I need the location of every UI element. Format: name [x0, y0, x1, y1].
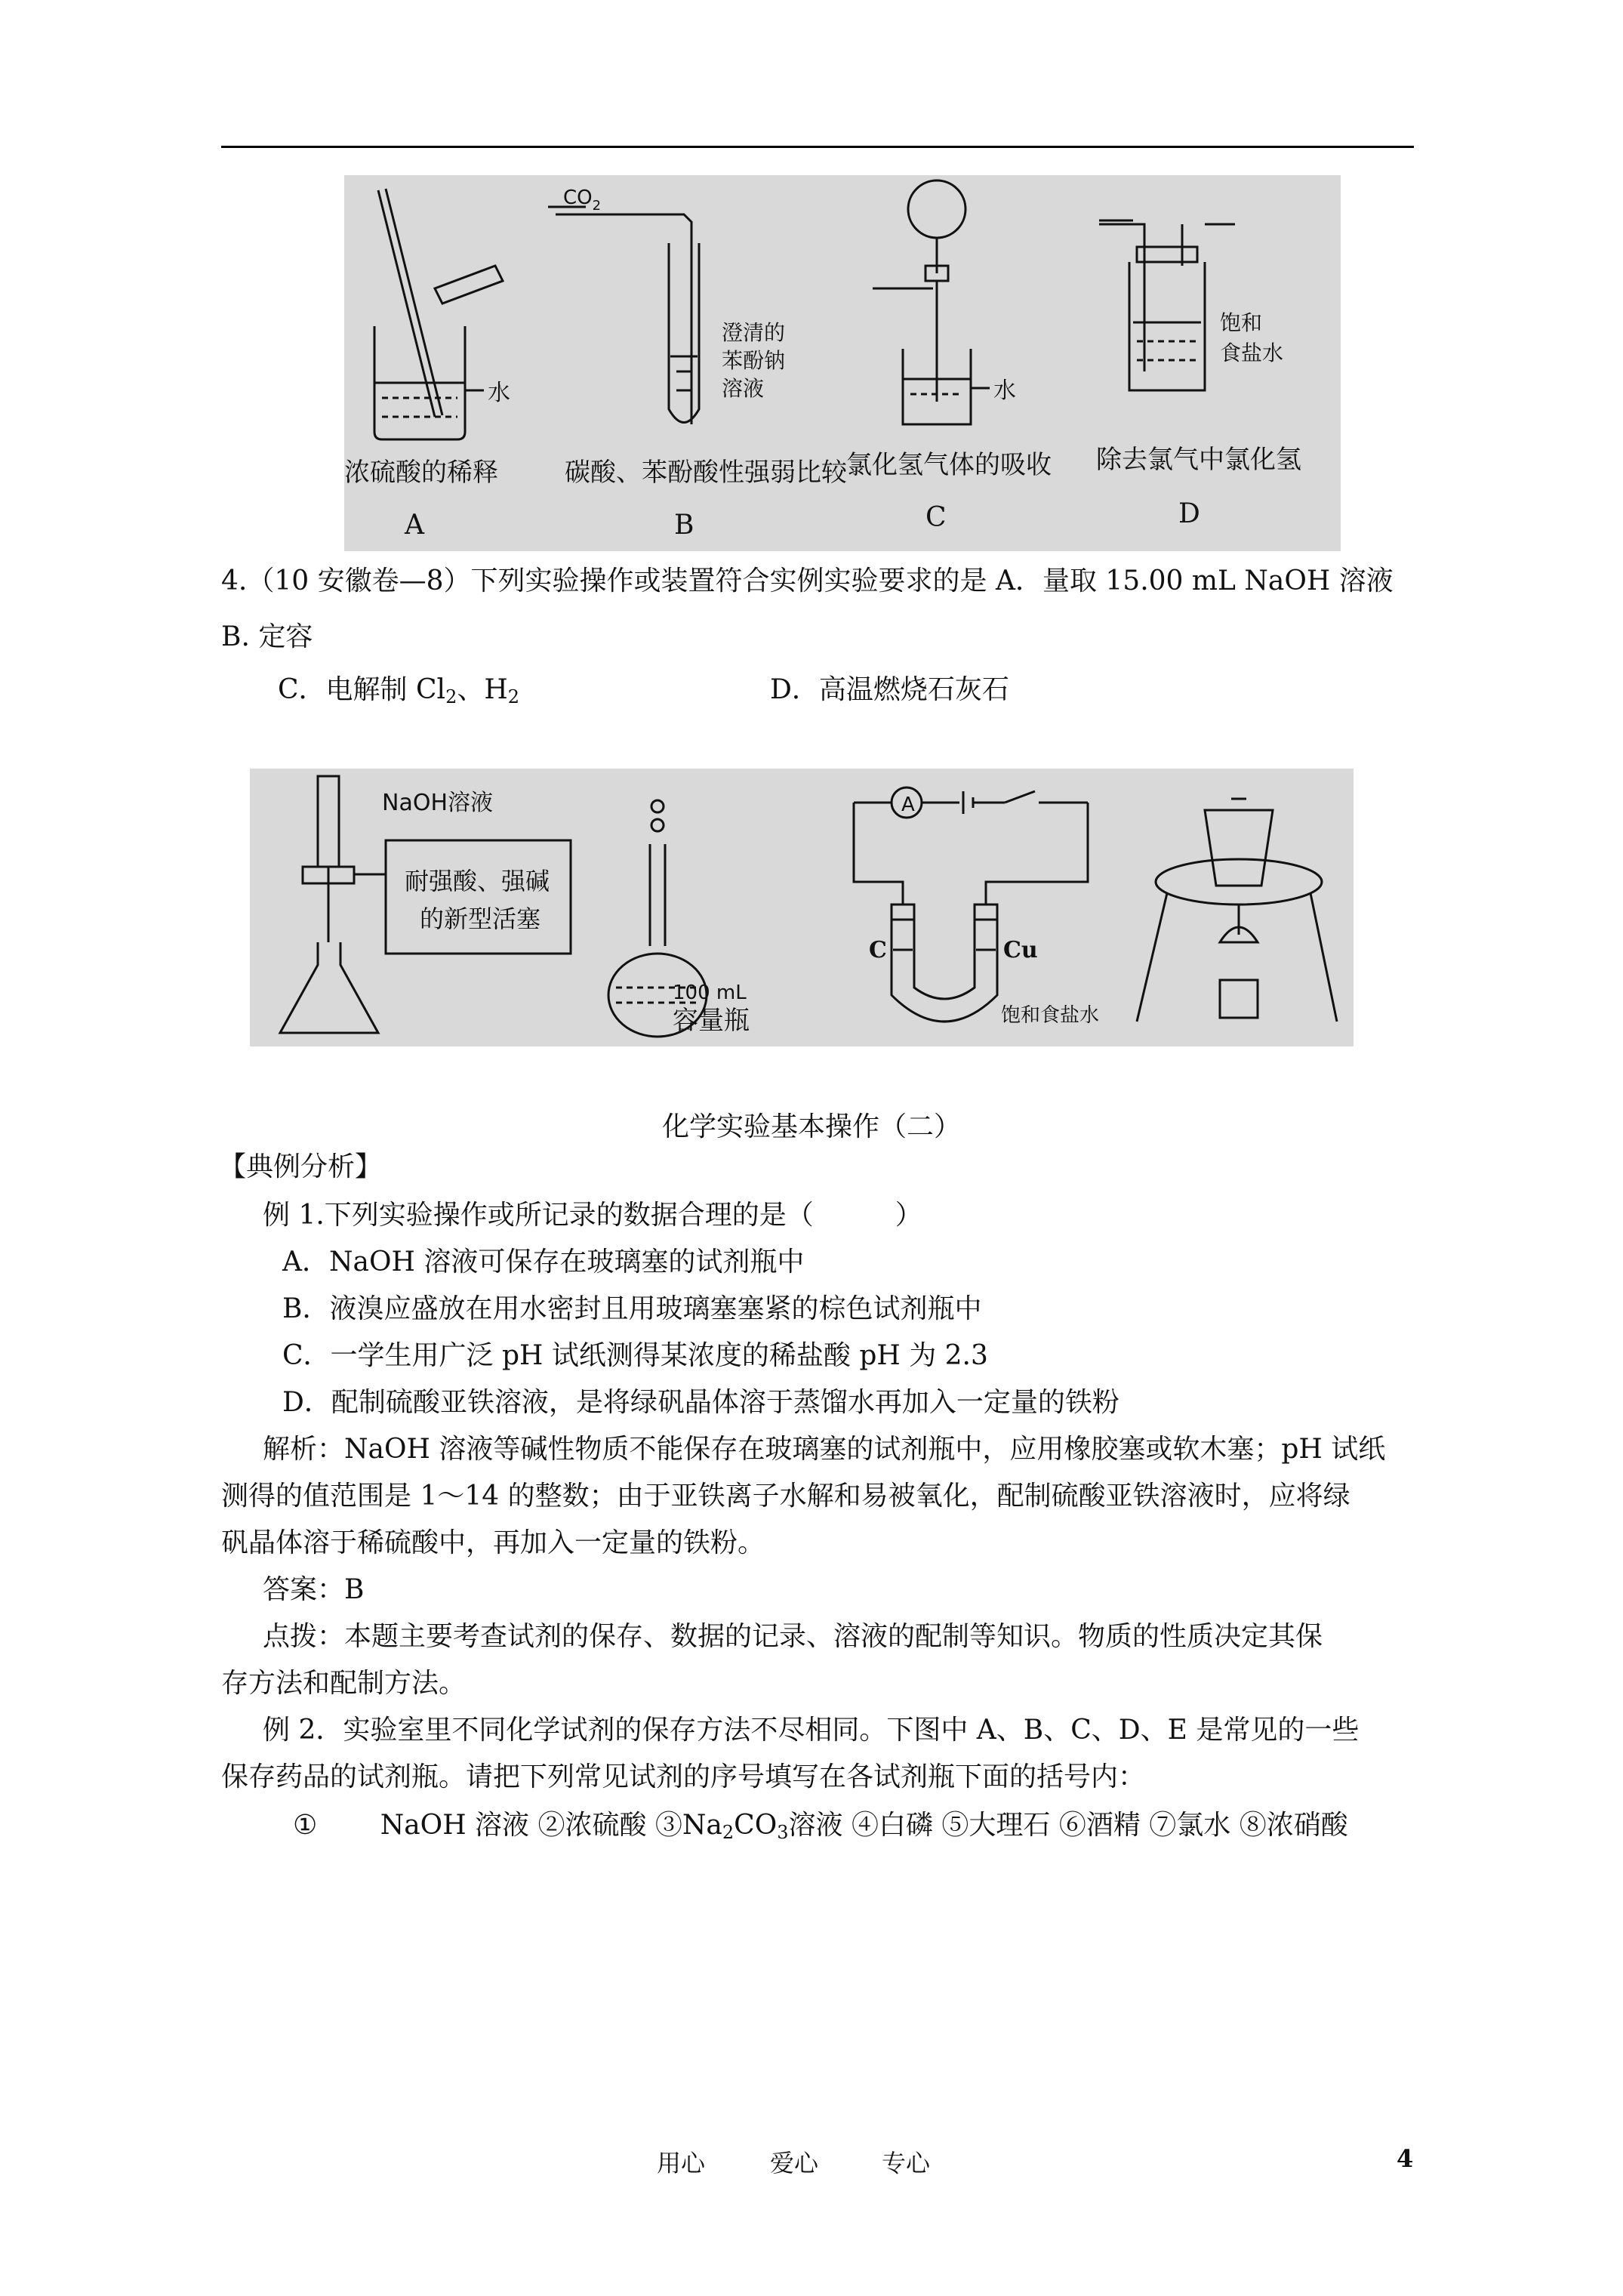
carbon-electrode-label: C	[869, 937, 887, 963]
stopcock-label-2: 的新型活塞	[420, 905, 541, 933]
ex1-answer: 答案：B	[263, 1574, 365, 1605]
figure-apparatus-1	[344, 175, 1341, 551]
b-gas-label: $CO_2$	[563, 186, 602, 214]
naoh-label: NaOH溶液	[382, 790, 493, 816]
stopcock-label-1: 耐强酸、强碱	[405, 867, 550, 895]
ex1-option-c: C．一学生用广泛 pH 试纸测得某浓度的稀盐酸 pH 为 2.3	[282, 1340, 988, 1371]
heading-examples: 【典例分析】	[219, 1151, 383, 1182]
footer-word-1: 用心	[657, 2149, 706, 2177]
ex1-question: 例 1.下列实验操作或所记录的数据合理的是（ ）	[263, 1200, 922, 1231]
q4-line-2: B. 定容	[221, 621, 313, 652]
ex1-option-d: D．配制硫酸亚铁溶液，是将绿矾晶体溶于蒸馏水再加入一定量的铁粉	[282, 1387, 1119, 1418]
b-caption: 碳酸、苯酚酸性强弱比较	[565, 458, 847, 488]
ex1-analysis-3: 矾晶体溶于稀硫酸中，再加入一定量的铁粉。	[221, 1527, 765, 1558]
a-water-label: 水	[488, 380, 510, 406]
ex2-line-2: 保存药品的试剂瓶。请把下列常见试剂的序号填写在各试剂瓶下面的括号内：	[221, 1761, 1146, 1792]
b-liquid-label-2: 苯酚钠	[722, 348, 786, 373]
section-title: 化学实验基本操作（二）	[661, 1111, 961, 1142]
ex1-comment-2: 存方法和配制方法。	[221, 1668, 467, 1699]
flask-label: 容量瓶	[673, 1006, 750, 1036]
figure-apparatus-2	[250, 769, 1354, 1046]
ex1-option-a: A．NaOH 溶液可保存在玻璃塞的试剂瓶中	[282, 1247, 805, 1277]
d-liquid-label-2: 食盐水	[1220, 341, 1284, 365]
d-liquid-label-1: 饱和	[1220, 310, 1263, 335]
ex1-comment-1: 点拨：本题主要考查试剂的保存、数据的记录、溶液的配制等知识。物质的性质决定其保	[263, 1621, 1323, 1652]
b-liquid-label-1: 澄清的	[722, 320, 786, 345]
footer-word-3: 专心	[882, 2149, 931, 2177]
b-liquid-label-3: 溶液	[722, 376, 765, 401]
c-letter: C	[925, 502, 947, 533]
a-letter: A	[405, 510, 424, 541]
ex1-analysis-2: 测得的值范围是 1～14 的整数；由于亚铁离子水解和易被氧化，配制硫酸亚铁溶液时，应将绿	[221, 1481, 1350, 1512]
c-water-label: 水	[993, 378, 1016, 404]
q4-option-c: C．电解制 $Cl_2$、$H_2$	[278, 674, 520, 707]
b-letter: B	[674, 510, 694, 541]
apparatus-a-beaker	[374, 189, 503, 439]
q4-option-d: D．高温燃烧石灰石	[770, 674, 1009, 705]
copper-electrode-label: Cu	[1003, 937, 1038, 963]
d-letter: D	[1178, 498, 1200, 529]
apparatus-b-tube	[548, 207, 699, 424]
ex2-line-1: 例 2．实验室里不同化学试剂的保存方法不尽相同。下图中 A、B、C、D、E 是常见的一些	[263, 1715, 1360, 1746]
crucible-tripod	[1137, 799, 1337, 1022]
ex2-reagent-list: ① NaOH 溶液 ②浓硫酸 $③Na_2CO_3$溶液 ④白磷 ⑤大理石 ⑥酒精 ⑦氯水 ⑧浓硝酸	[293, 1810, 1348, 1843]
flask-volume-label: 100 mL	[673, 982, 747, 1004]
ex1-option-b: B．液溴应盛放在用水密封且用玻璃塞塞紧的棕色试剂瓶中	[282, 1293, 982, 1324]
q4-line-1: 4.（10 安徽卷—8）下列实验操作或装置符合实例实验要求的是 A．量取 15.00 mL NaOH 溶液	[221, 566, 1394, 596]
brine-label: 饱和食盐水	[1001, 1004, 1100, 1027]
apparatus-c-funnel	[873, 180, 990, 424]
electrolysis-cell	[854, 787, 1088, 1022]
a-caption: 浓硫酸的稀释	[344, 458, 498, 488]
d-caption: 除去氯气中氯化氢	[1096, 445, 1301, 475]
ammeter-label: A	[901, 794, 915, 816]
page-number: 4	[1397, 2144, 1414, 2173]
ex1-analysis-1: 解析：NaOH 溶液等碱性物质不能保存在玻璃塞的试剂瓶中，应用橡胶塞或软木塞；pH 试纸	[263, 1434, 1386, 1465]
apparatus-d-bottle	[1099, 220, 1235, 390]
header-rule	[221, 146, 1414, 148]
footer-word-2: 爱心	[770, 2149, 819, 2177]
c-caption: 氯化氢气体的吸收	[846, 450, 1052, 480]
